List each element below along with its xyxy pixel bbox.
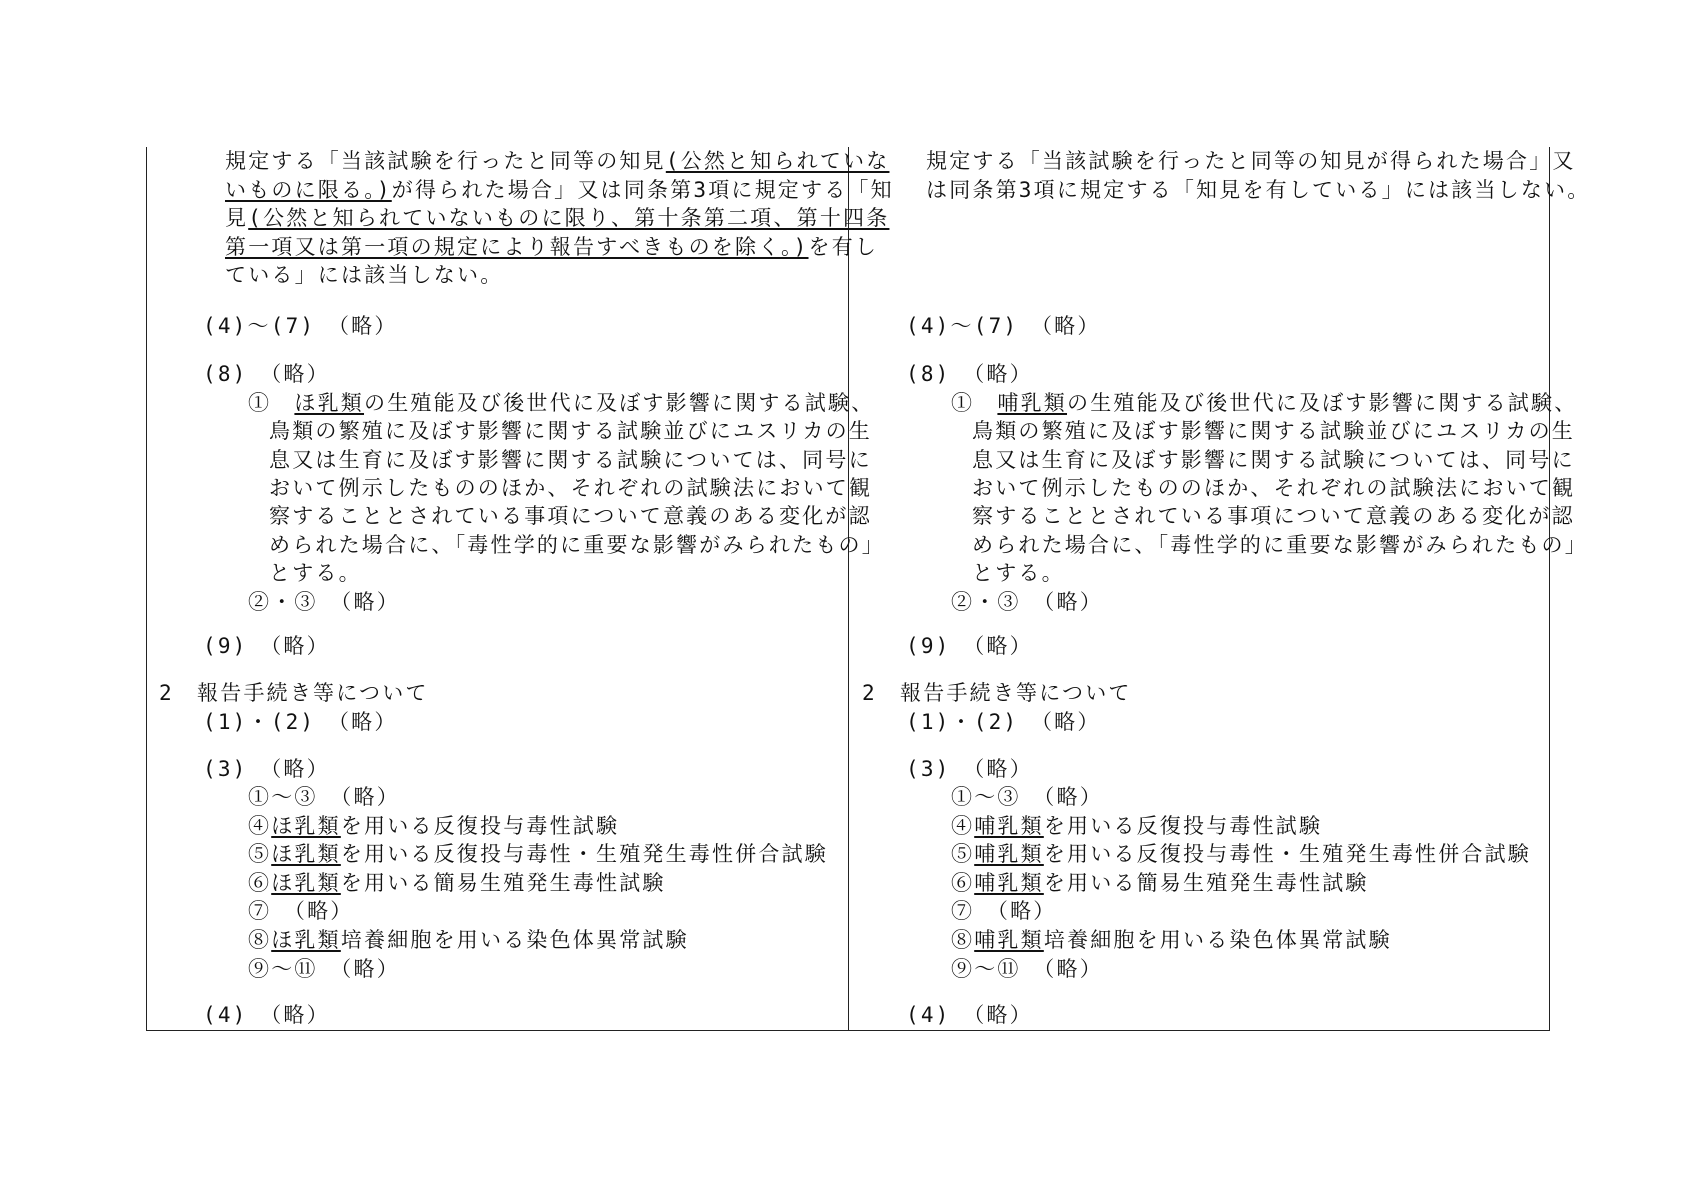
text: ④	[951, 814, 975, 838]
text: 規定する「当該試験を行ったと同等の知見	[225, 149, 666, 173]
text: を用いる反復投与毒性・生殖発生毒性併合試験	[340, 842, 829, 866]
section-2-item-1-2: (1)・(2) （略）	[203, 710, 398, 734]
list-item	[951, 928, 1392, 952]
list-item: ⑨～⑪ （略）	[248, 957, 400, 981]
text: 培養細胞を用いる染色体異常試験	[1043, 928, 1392, 952]
underlined-text: 哺乳類	[974, 871, 1044, 895]
item-8-1-line: とする。	[972, 561, 1065, 585]
text: 培養細胞を用いる染色体異常試験	[340, 928, 689, 952]
text: が得られた場合」又は同条第3項に規定する「知	[391, 178, 894, 202]
section-2-item-1-2: (1)・(2) （略）	[906, 710, 1101, 734]
underlined-text: 哺乳類	[974, 814, 1044, 838]
list-item	[248, 814, 619, 838]
item-8-2-3: ②・③ （略）	[951, 590, 1103, 614]
item-4-7: (4)～(7) （略）	[203, 314, 398, 338]
list-item: ①～③ （略）	[248, 785, 400, 809]
section-2-item-3: (3) （略）	[203, 757, 330, 781]
list-item	[951, 842, 1531, 866]
intro-line	[225, 263, 503, 287]
text: 見	[225, 206, 249, 230]
text: の生殖能及び後世代に及ぼす影響に関する試験、	[1067, 391, 1578, 415]
underlined-text: ほ乳類	[271, 842, 341, 866]
table-right-border	[1549, 147, 1550, 1031]
item-9: (9) （略）	[203, 634, 330, 658]
section-2-item-4: (4) （略）	[203, 1003, 330, 1027]
underlined-text: 哺乳類	[974, 928, 1044, 952]
list-item: ①～③ （略）	[951, 785, 1103, 809]
item-8-1	[248, 391, 874, 415]
item-8-2-3: ②・③ （略）	[248, 590, 400, 614]
section-2-heading: 2 報告手続き等について	[159, 681, 429, 705]
text: ⑧	[248, 928, 272, 952]
underlined-text: いものに限る。)	[225, 178, 392, 202]
item-8-1	[951, 391, 1577, 415]
intro-line	[225, 206, 889, 230]
list-item: ⑦ （略）	[951, 899, 1057, 923]
item-8-1-line: 察することとされている事項について意義のある変化が認	[972, 504, 1575, 528]
underlined-text: (公然と知られていないものに限り、第十条第二項、第十四条	[248, 206, 890, 230]
underlined-text: 哺乳類	[997, 391, 1068, 415]
text: を有し	[808, 235, 879, 259]
text: を用いる簡易生殖発生毒性試験	[1043, 871, 1369, 895]
text: ている」には該当しない。	[225, 263, 504, 287]
underlined-text: ほ乳類	[271, 871, 341, 895]
item-8-1-line: められた場合に、「毒性学的に重要な影響がみられたもの」	[269, 533, 885, 557]
text: を用いる反復投与毒性・生殖発生毒性併合試験	[1043, 842, 1532, 866]
item-8-1-line: おいて例示したもののほか、それぞれの試験法において観	[972, 476, 1576, 500]
item-8: (8) （略）	[203, 362, 330, 386]
item-8-1-line: 鳥類の繁殖に及ぼす影響に関する試験並びにユスリカの生	[269, 419, 872, 443]
list-item	[951, 871, 1369, 895]
list-item	[248, 928, 689, 952]
section-2-item-4: (4) （略）	[906, 1003, 1033, 1027]
text: ⑤	[248, 842, 272, 866]
section-2-item-3: (3) （略）	[906, 757, 1033, 781]
item-8-1-line: 鳥類の繁殖に及ぼす影響に関する試験並びにユスリカの生	[972, 419, 1575, 443]
underlined-text: 第一項又は第一項の規定により報告すべきものを除く。)	[225, 235, 809, 259]
item-8-1-line: 息又は生育に及ぼす影響に関する試験については、同号に	[269, 448, 872, 472]
intro-line	[225, 149, 889, 173]
item-8-1-line: められた場合に、「毒性学的に重要な影響がみられたもの」	[972, 533, 1588, 557]
table-bottom-border	[146, 1030, 1550, 1031]
underlined-text: ほ乳類	[271, 814, 341, 838]
text: ⑧	[951, 928, 975, 952]
intro-line: は同条第3項に規定する「知見を有している」には該当しない。	[926, 178, 1591, 202]
text: ①	[248, 391, 295, 415]
text: を用いる簡易生殖発生毒性試験	[340, 871, 666, 895]
item-8-1-line: おいて例示したもののほか、それぞれの試験法において観	[269, 476, 873, 500]
list-item	[248, 871, 666, 895]
intro-line	[225, 235, 878, 259]
underlined-text: 哺乳類	[974, 842, 1044, 866]
intro-line	[225, 178, 894, 202]
underlined-text: ほ乳類	[271, 928, 341, 952]
text: を用いる反復投与毒性試験	[340, 814, 620, 838]
section-2-heading: 2 報告手続き等について	[862, 681, 1132, 705]
underlined-text: ほ乳類	[294, 391, 365, 415]
item-4-7: (4)～(7) （略）	[906, 314, 1101, 338]
text: の生殖能及び後世代に及ぼす影響に関する試験、	[364, 391, 875, 415]
item-8-1-line: 察することとされている事項について意義のある変化が認	[269, 504, 872, 528]
item-8: (8) （略）	[906, 362, 1033, 386]
text: ⑥	[248, 871, 272, 895]
list-item: ⑨～⑪ （略）	[951, 957, 1103, 981]
list-item	[951, 814, 1322, 838]
underlined-text: (公然と知られていな	[665, 149, 890, 173]
item-8-1-line: とする。	[269, 561, 362, 585]
table-left-border	[146, 147, 147, 1031]
text: ⑤	[951, 842, 975, 866]
text: ⑥	[951, 871, 975, 895]
intro-line: 規定する「当該試験を行ったと同等の知見が得られた場合」又	[926, 149, 1576, 173]
text: を用いる反復投与毒性試験	[1043, 814, 1323, 838]
item-8-1-line: 息又は生育に及ぼす影響に関する試験については、同号に	[972, 448, 1575, 472]
list-item: ⑦ （略）	[248, 899, 354, 923]
item-9: (9) （略）	[906, 634, 1033, 658]
list-item	[248, 842, 828, 866]
text: ①	[951, 391, 998, 415]
table-column-divider	[848, 147, 849, 1031]
text: ④	[248, 814, 272, 838]
